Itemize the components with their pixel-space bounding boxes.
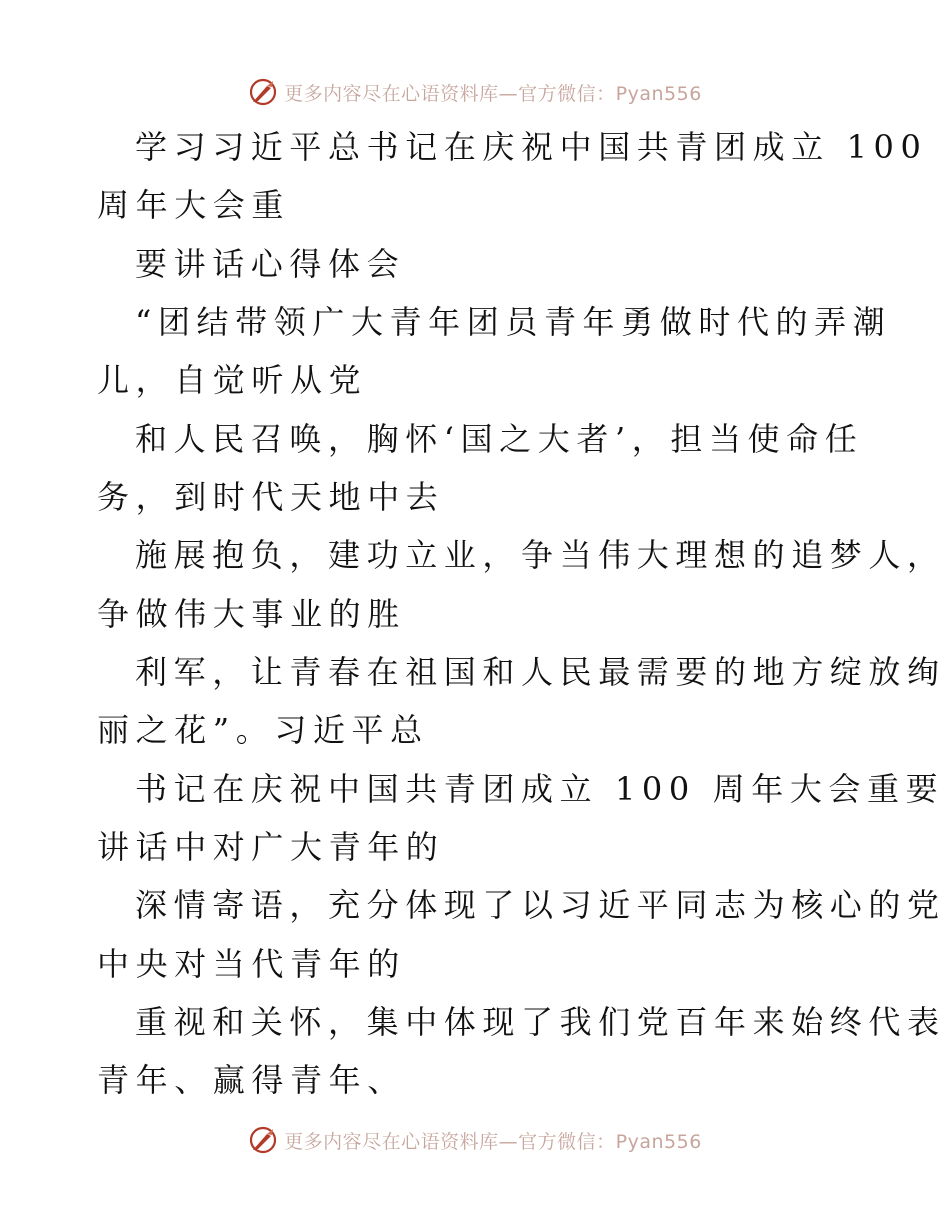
quill-pen-circle-logo-icon bbox=[248, 77, 278, 107]
paragraph-line: 讲话中对广大青年的 bbox=[97, 828, 445, 866]
paragraph-line: 学习习近平总书记在庆祝中国共青团成立 100 bbox=[135, 128, 928, 166]
paragraph-line: 利军，让青春在祖国和人民最需要的地方绽放绚 bbox=[135, 653, 946, 691]
paragraph-line: 中央对当代青年的 bbox=[97, 945, 406, 983]
paragraph-line: 务，到时代天地中去 bbox=[97, 478, 445, 516]
paragraph-line: 丽之花”。习近平总 bbox=[97, 711, 429, 749]
paragraph-line: 周年大会重 bbox=[97, 186, 291, 224]
footer-watermark bbox=[0, 1120, 950, 1160]
paragraph-line: 和人民召唤，胸怀‘国之大者’，担当使命任 bbox=[135, 420, 864, 458]
header-watermark bbox=[0, 72, 950, 112]
paragraph-line: 深情寄语，充分体现了以习近平同志为核心的党 bbox=[135, 886, 946, 924]
paragraph-line: 争做伟大事业的胜 bbox=[97, 595, 406, 633]
paragraph-line: 儿，自觉听从党 bbox=[97, 361, 368, 399]
quill-pen-circle-logo-icon bbox=[248, 1125, 278, 1155]
watermark-text: 更多内容尽在心语资料库—官方微信：Pyan556 bbox=[284, 1130, 702, 1153]
paragraph-line: 书记在庆祝中国共青团成立 100 周年大会重要 bbox=[135, 770, 945, 808]
watermark-text: 更多内容尽在心语资料库—官方微信：Pyan556 bbox=[284, 82, 702, 105]
paragraph-line: 要讲话心得体会 bbox=[135, 245, 406, 283]
paragraph-line: “团结带领广大青年团员青年勇做时代的弄潮 bbox=[135, 303, 892, 341]
paragraph-line: 重视和关怀，集中体现了我们党百年来始终代表 bbox=[135, 1003, 946, 1041]
paragraph-line: 青年、赢得青年、 bbox=[97, 1061, 406, 1099]
paragraph-line: 施展抱负，建功立业，争当伟大理想的追梦人， bbox=[135, 536, 946, 574]
